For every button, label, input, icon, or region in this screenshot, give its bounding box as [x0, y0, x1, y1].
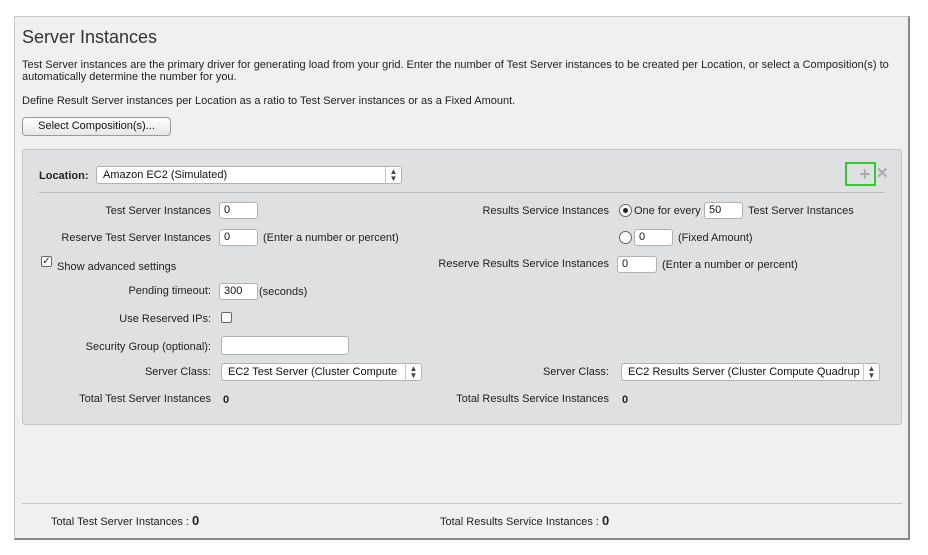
- checkmark-icon: ✓: [42, 256, 51, 267]
- reserve-test-instances-label: Reserve Test Server Instances: [61, 232, 211, 244]
- ratio-suffix: Test Server Instances: [748, 205, 854, 217]
- total-results-instances-label: Total Results Service Instances: [456, 393, 609, 405]
- fixed-amount-input[interactable]: 0: [634, 229, 673, 246]
- security-group-label: Security Group (optional):: [85, 341, 211, 353]
- reserve-results-instances-input[interactable]: 0: [617, 256, 657, 273]
- total-results-instances-value: 0: [622, 394, 629, 406]
- results-instances-label: Results Service Instances: [482, 205, 609, 217]
- security-group-input[interactable]: [221, 336, 349, 355]
- reserve-results-hint: (Enter a number or percent): [662, 259, 798, 271]
- results-server-class-value: EC2 Results Server (Cluster Compute Quadrup: [628, 366, 860, 378]
- divider: [39, 192, 885, 193]
- pending-timeout-unit: (seconds): [259, 286, 308, 298]
- footer-total-results-label: Total Results Service Instances :: [440, 516, 599, 528]
- description-test-servers: Test Server instances are the primary driver for generating load from your grid. Enter the number of Test Server instances to be created per Location, or select a Composition(s) to automatically determine the number for you.: [22, 59, 889, 83]
- close-icon: ✕: [876, 165, 889, 182]
- add-location-button[interactable]: [845, 162, 876, 186]
- total-test-instances-value: 0: [223, 394, 230, 406]
- advanced-settings-label: Show advanced settings: [57, 261, 177, 273]
- remove-location-button[interactable]: [876, 166, 889, 182]
- page-title: Server Instances: [22, 27, 158, 47]
- advanced-settings-checkbox[interactable]: [41, 256, 52, 267]
- location-select-value: Amazon EC2 (Simulated): [103, 169, 228, 181]
- total-test-instances-label: Total Test Server Instances: [79, 393, 211, 405]
- footer-divider: [22, 503, 902, 504]
- ratio-input[interactable]: 50: [704, 202, 743, 219]
- footer-total-results: [440, 513, 609, 528]
- test-server-class-value: EC2 Test Server (Cluster Compute: [228, 366, 398, 378]
- footer-total-test-label: Total Test Server Instances :: [51, 516, 189, 528]
- reserve-test-hint: (Enter a number or percent): [263, 232, 399, 244]
- results-server-class-label: Server Class:: [542, 366, 609, 378]
- reserved-ips-checkbox[interactable]: [221, 312, 232, 323]
- footer-total-test-value: 0: [192, 513, 200, 528]
- location-section: [22, 149, 902, 425]
- reserve-test-instances-input[interactable]: 0: [219, 229, 258, 246]
- test-server-class-label: Server Class:: [144, 366, 211, 378]
- select-arrows-icon: ▲ ▼: [863, 364, 879, 380]
- test-instances-label: Test Server Instances: [105, 205, 211, 217]
- fixed-amount-radio[interactable]: [619, 231, 632, 244]
- footer-total-results-value: 0: [602, 513, 610, 528]
- reserved-ips-label: Use Reserved IPs:: [119, 313, 211, 325]
- results-server-class-select[interactable]: [621, 363, 880, 381]
- description-result-servers: Define Result Server instances per Location as a ratio to Test Server instances or as a Fixed Amount.: [22, 95, 516, 107]
- location-label: Location:: [39, 170, 89, 182]
- test-instances-input[interactable]: 0: [219, 202, 258, 219]
- select-arrows-icon: ▲ ▼: [405, 364, 421, 380]
- ratio-prefix: One for every: [634, 205, 701, 217]
- test-server-class-select[interactable]: [221, 363, 422, 381]
- select-composition-button[interactable]: Select Composition(s)...: [22, 117, 171, 136]
- select-arrows-icon: ▲ ▼: [385, 167, 401, 183]
- plus-icon: +: [859, 164, 870, 184]
- pending-timeout-input[interactable]: 300: [219, 283, 258, 300]
- reserve-results-instances-label: Reserve Results Service Instances: [438, 258, 609, 270]
- footer-total-test: [51, 513, 199, 528]
- fixed-amount-label: (Fixed Amount): [678, 232, 753, 244]
- server-instances-panel: [14, 16, 910, 540]
- pending-timeout-label: Pending timeout:: [128, 285, 211, 297]
- location-select[interactable]: [96, 166, 402, 184]
- ratio-radio[interactable]: [619, 204, 632, 217]
